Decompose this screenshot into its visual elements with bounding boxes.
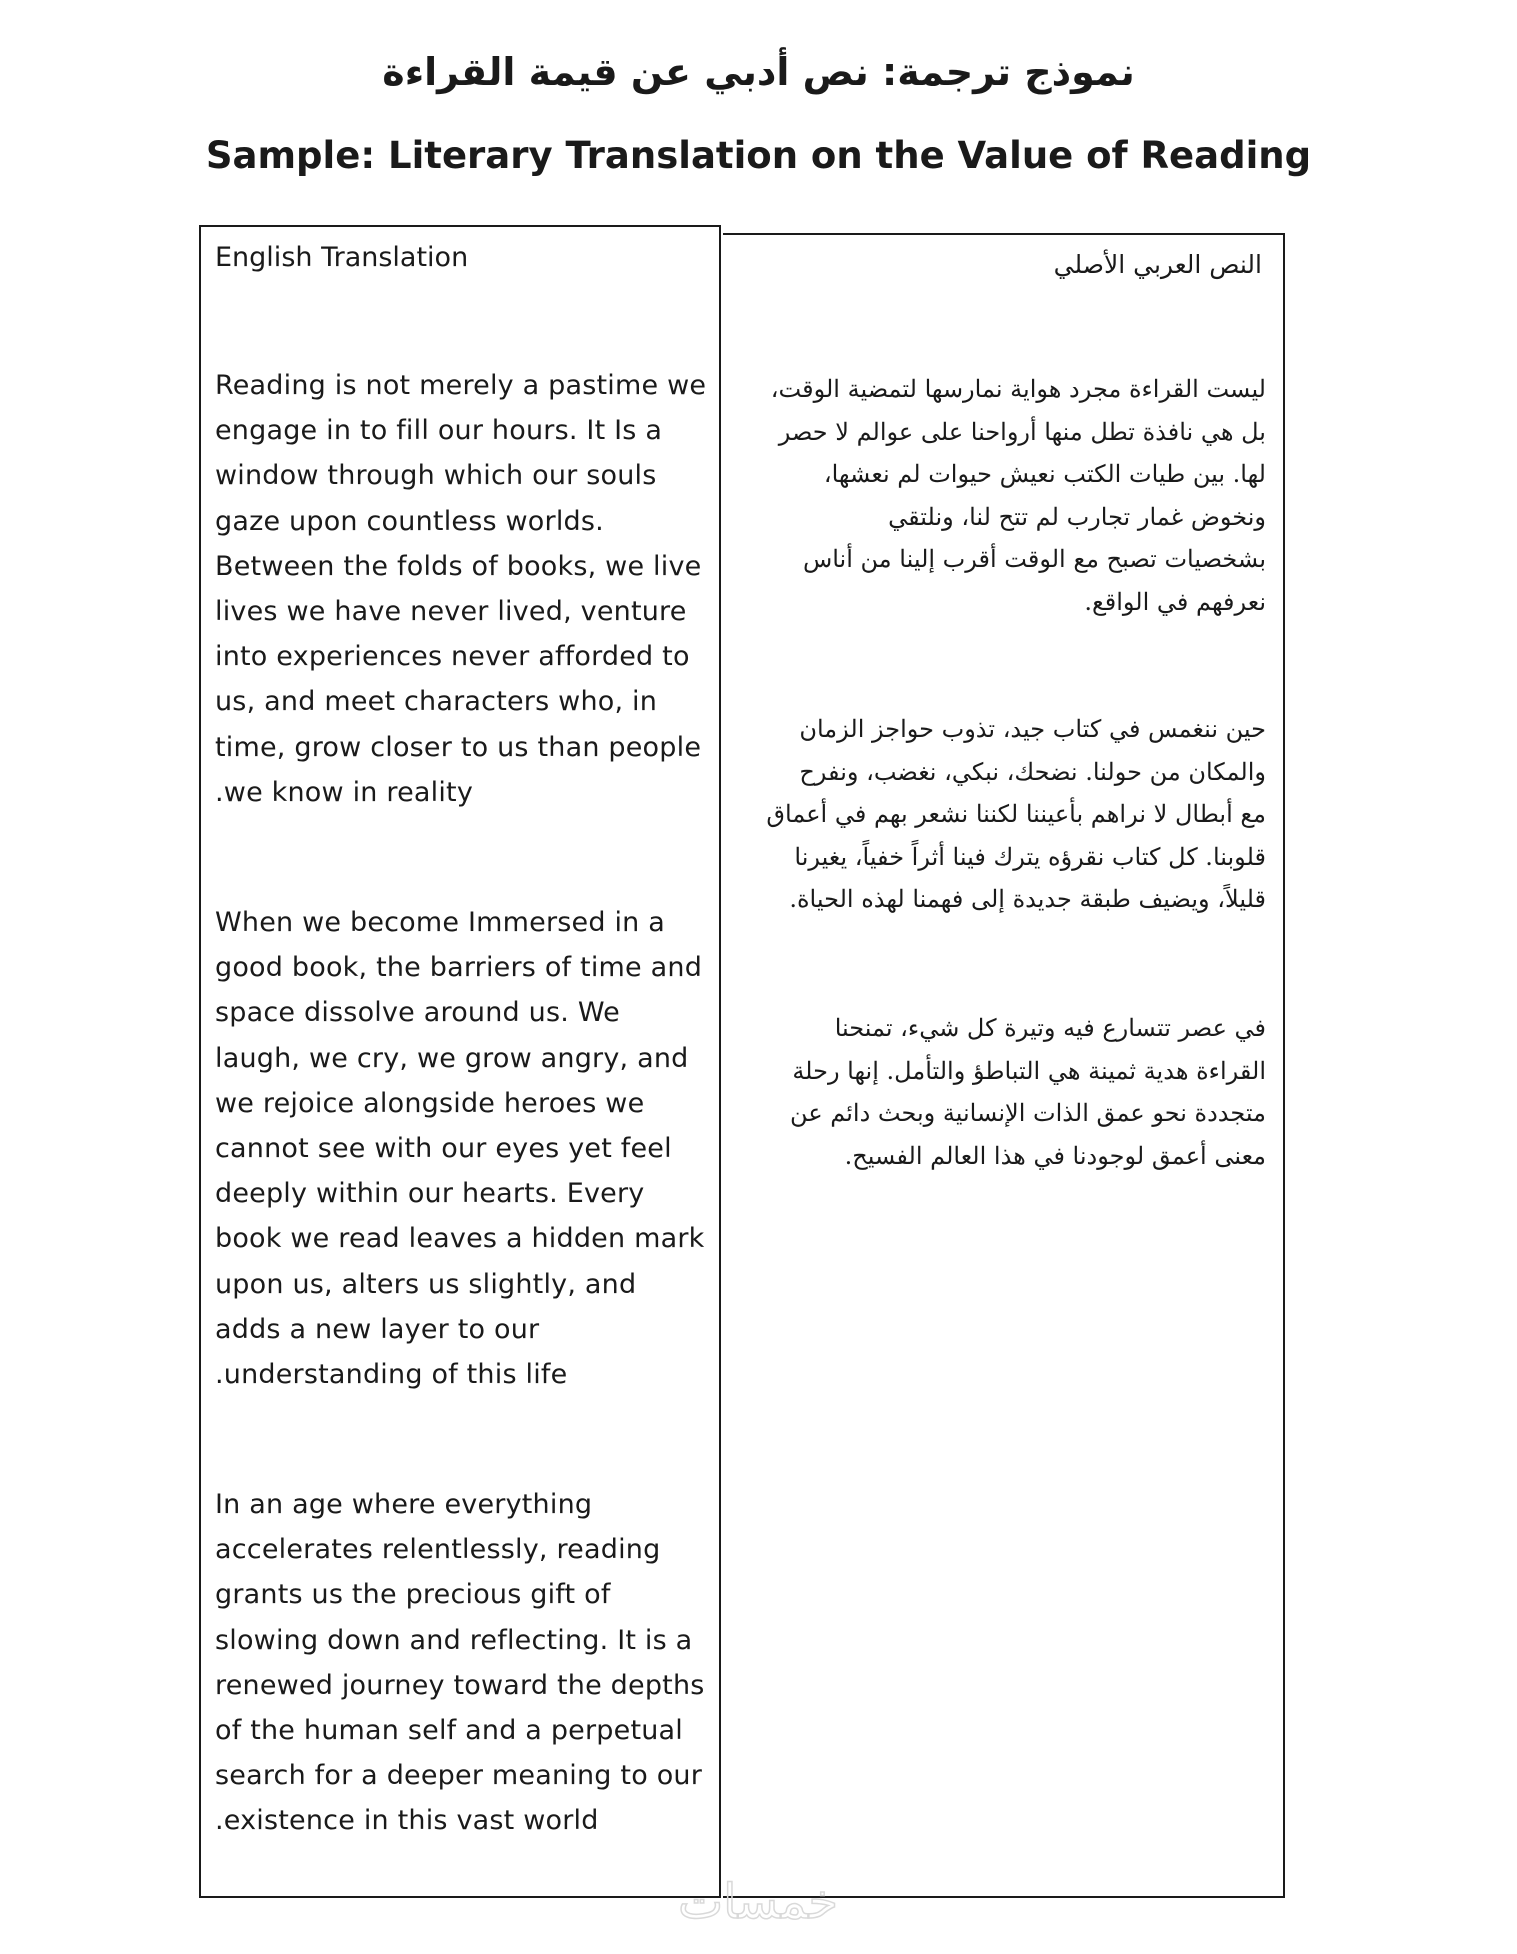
text-line: In an age where everything	[215, 1489, 593, 1520]
text-line: engage in to fill our hours. It Is a	[215, 415, 663, 447]
text-line: gaze upon countless worlds.	[215, 505, 604, 537]
text-line: space dissolve around us. We	[215, 997, 620, 1029]
text-line: good book, the barriers of time and	[215, 952, 703, 984]
text-line: قليلاً، ويضيف طبقة جديدة إلى فهمنا لهذه الحياة.	[789, 885, 1266, 913]
arabic-column-heading: النص العربي الأصلي	[1053, 250, 1262, 279]
text-line: Reading is not merely a pastime we	[215, 370, 707, 401]
page-title-arabic: نموذج ترجمة: نص أدبي عن قيمة القراءة	[382, 50, 1135, 94]
text-line: we rejoice alongside heroes we	[215, 1087, 645, 1119]
text-line: والمكان من حولنا. نضحك، نبكي، نغضب، ونفرح	[799, 757, 1266, 786]
text-line: lives we have never lived, venture	[215, 596, 687, 628]
text-line: laugh, we cry, we grow angry, and	[215, 1042, 689, 1074]
arabic-paragraph-1	[740, 368, 1266, 623]
text-line: time, grow closer to us than people	[215, 731, 702, 763]
english-paragraph-3	[215, 1482, 709, 1844]
page-title-english: Sample: Literary Translation on the Value of Reading	[205, 134, 1312, 177]
text-line: بل هي نافذة تطل منها أرواحنا على عوالم لا حصر	[778, 417, 1266, 446]
text-line: .existence in this vast world	[215, 1805, 599, 1837]
text-line: ونخوض غمار تجارب لم تتح لنا، ونلتقي	[888, 502, 1266, 531]
text-line: of the human self and a perpetual	[215, 1715, 683, 1747]
text-line: deeply within our hearts. Every	[215, 1178, 645, 1210]
text-line: .we know in reality	[215, 776, 474, 808]
text-line: نعرفهم في الواقع.	[1084, 587, 1266, 616]
text-line: بشخصيات تصبح مع الوقت أقرب إلينا من أناس	[802, 545, 1266, 573]
english-paragraph-2	[215, 900, 709, 1397]
english-paragraph-1	[215, 363, 709, 815]
arabic-paragraph-2	[740, 708, 1266, 921]
text-line: حين ننغمس في كتاب جيد، تذوب حواجز الزمان	[799, 715, 1266, 743]
text-line: قلوبنا. كل كتاب نقرؤه يترك فينا أثراً خفياً، يغيرنا	[794, 842, 1266, 871]
arabic-paragraph-3	[740, 1007, 1266, 1177]
text-line: into experiences never afforded to	[215, 641, 690, 673]
text-line: grants us the precious gift of	[215, 1579, 611, 1611]
english-column-heading: English Translation	[215, 242, 469, 273]
text-line: renewed journey toward the depths	[215, 1669, 705, 1701]
text-line: upon us, alters us slightly, and	[215, 1268, 637, 1300]
text-line: accelerates relentlessly, reading	[215, 1534, 661, 1566]
text-line: Between the folds of books, we live	[215, 550, 702, 582]
text-line: مع أبطال لا نراهم بأعيننا لكننا نشعر بهم في أعماق	[766, 800, 1266, 828]
text-line: adds a new layer to our	[215, 1313, 540, 1345]
text-line: القراءة هدية ثمينة هي التباطؤ والتأمل. إنها رحلة	[792, 1056, 1266, 1085]
text-line: معنى أعمق لوجودنا في هذا العالم الفسيح.	[844, 1141, 1266, 1170]
text-line: book we read leaves a hidden mark	[215, 1223, 705, 1255]
text-line: window through which our souls	[215, 460, 657, 492]
text-line: ليست القراءة مجرد هواية نمارسها لتمضية الوقت،	[770, 375, 1266, 403]
text-line: search for a deeper meaning to our	[215, 1760, 703, 1792]
text-line: .understanding of this life	[215, 1359, 568, 1391]
text-line: slowing down and reflecting. It is a	[215, 1624, 693, 1656]
text-line: us, and meet characters who, in	[215, 686, 658, 718]
text-line: cannot see with our eyes yet feel	[215, 1133, 672, 1165]
watermark-logo: خمسات	[677, 1874, 839, 1930]
text-line: متجددة نحو عمق الذات الإنسانية وبحث دائم عن	[790, 1099, 1266, 1127]
text-line: لها. بين طيات الكتب نعيش حيوات لم نعشها،	[823, 460, 1266, 488]
text-line: When we become Immersed in a	[215, 907, 666, 938]
text-line: في عصر تتسارع فيه وتيرة كل شيء، تمنحنا	[834, 1014, 1266, 1042]
